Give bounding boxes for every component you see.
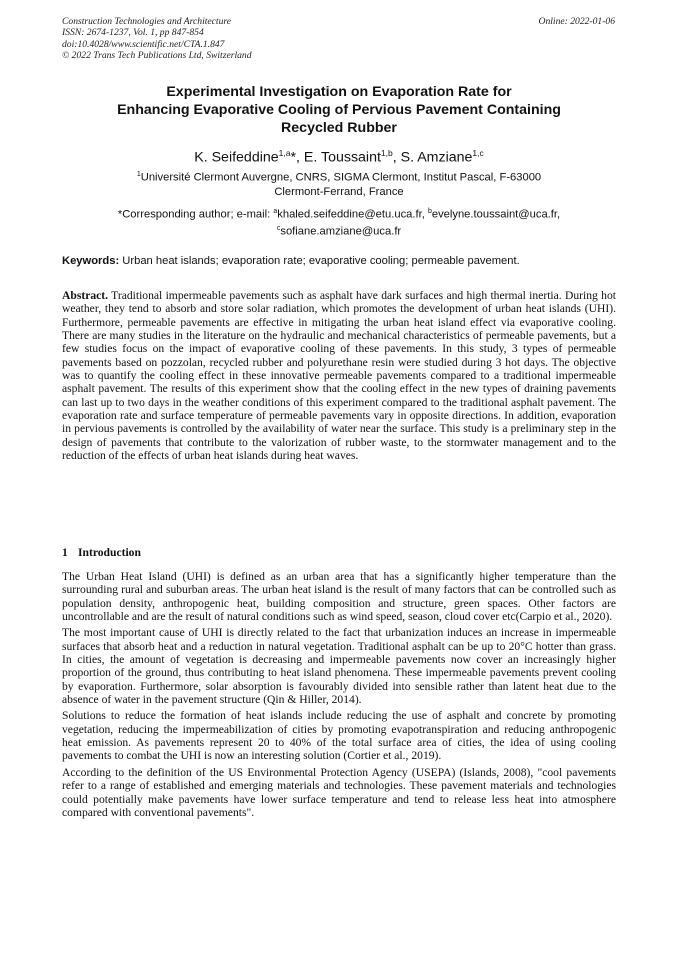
author-list bbox=[62, 144, 616, 167]
title-line-2: Enhancing Evaporative Cooling of Pervious Pavement Containing bbox=[117, 102, 561, 118]
email-c-sup: c bbox=[276, 225, 281, 233]
doi-line: doi:10.4028/www.scientific.net/CTA.1.847 bbox=[62, 38, 225, 50]
keywords-label: Keywords: bbox=[62, 255, 120, 267]
email-b[interactable]: evelyne.toussaint@uca.fr, bbox=[431, 208, 561, 221]
section-body bbox=[62, 570, 616, 822]
journal-header bbox=[62, 16, 252, 61]
abstract-label: Abstract. bbox=[62, 289, 109, 302]
abstract-text: Traditional impermeable pavements such as asphalt have dark surfaces and high thermal inertia. During hot weather, they tend to absorb and store solar radiation, which promotes the development of urban heat islands (UHI). Furthermore, permeable pavements are effective in mitigating the urban heat island effect via evaporative cooling. There are many studies in the literature on the hydraulic and mechanical characteristics of permeable pavements, but a few studies focus on the impact of evaporative cooling of these pavements. In this study, 3 types of permeable pavements based on pozzolan, recycled rubber and polyurethane resin were studied during 3 hot days. The objective was to quantify the cooling effect in these innovative permeable pavements compared to a traditional impermeable asphalt pavement. The results of this experiment show that the cooling effect in the new types of draining pavements can last up to two days in the weather conditions of this experiment compared to the traditional asphalt pavement. The evaporation rate and surface temperature of permeable pavements vary in opposite directions. In addition, evaporation in pervious pavements is controlled by the availability of water near the surface. This study is a preliminary step in the design of pavements that contribute to the valorization of rubber waste, to the stormwater management and to the reduction of the effects of urban heat islands during heat waves. bbox=[62, 289, 616, 463]
issn-line: ISSN: 2674-1237, Vol. 1, pp 847-854 bbox=[62, 27, 204, 39]
keywords bbox=[62, 254, 622, 268]
copyright-line: © 2022 Trans Tech Publications Ltd, Switzerland bbox=[62, 49, 252, 61]
affiliation-line-1: Université Clermont Auvergne, CNRS, SIGMA Clermont, Institut Pascal, F-63000 bbox=[140, 171, 542, 184]
corresponding-author bbox=[62, 205, 616, 239]
title-line-1: Experimental Investigation on Evaporation Rate for bbox=[166, 84, 512, 100]
email-b-sup: b bbox=[427, 208, 432, 215]
affiliation bbox=[62, 168, 616, 200]
email-c[interactable]: sofiane.amziane@uca.fr bbox=[280, 225, 402, 238]
paper-title bbox=[62, 83, 616, 137]
title-line-3: Recycled Rubber bbox=[281, 120, 397, 136]
author-1: K. Seifeddine bbox=[194, 149, 279, 166]
affiliation-sup: 1 bbox=[136, 171, 141, 178]
author-3-affil: 1,c bbox=[472, 148, 484, 158]
affiliation-line-2: Clermont-Ferrand, France bbox=[274, 186, 404, 199]
author-1-affil: 1,a bbox=[278, 148, 291, 158]
section-title: Introduction bbox=[78, 546, 141, 559]
email-a-sup: a bbox=[273, 208, 278, 215]
paragraph: Solutions to reduce the formation of heat islands include reducing the use of asphalt and concrete by promoting vegetation, reducing the impermeabilization of cities by promoting evapotranspiration and reducing anthropogenic heat emission. As pavements represent 20 to 40% of the total surface area of cities, the idea of using cooling pavements to combat the UHI is now an interesting solution (Cortier et al., 2019). bbox=[62, 709, 616, 763]
online-date: Online: 2022-01-06 bbox=[538, 16, 615, 27]
section-number: 1 bbox=[62, 546, 68, 559]
email-a[interactable]: khaled.seifeddine@etu.uca.fr, bbox=[277, 208, 428, 221]
author-2: E. Toussaint bbox=[303, 149, 381, 166]
author-separator: , bbox=[392, 149, 401, 166]
journal-name: Construction Technologies and Architecture bbox=[62, 16, 232, 27]
paragraph: The Urban Heat Island (UHI) is defined as an urban area that has a significantly higher temperature than the surrounding rural and suburban areas. The urban heat island is the result of many factors that can be controlled such as population density, anthropogenic heat, building composition and structure, green spaces. Other factors are uncontrollable and are the result of natural conditions such as wind speed, season, cloud cover etc(Carpio et al., 2020). bbox=[62, 570, 616, 624]
author-2-affil: 1,b bbox=[380, 148, 393, 158]
paragraph: The most important cause of UHI is directly related to the fact that urbanization induces an increase in impermeable surfaces that absorb heat and a reduction in natural vegetation. Traditional asphalt can be up to 20°C hotter than grass. In cities, the amount of vegetation is decreasing and impermeable pavements now cover an increasingly higher proportion of the ground, thus contributing to heat island phenomena. These impermeable pavements prevent cooling by evaporation. Furthermore, solar absorption is favourably divided into sensible rather than latent heat due to the absence of water in the pavement structure (Qin & Hiller, 2014). bbox=[62, 626, 616, 707]
corresponding-prefix: *Corresponding author; e-mail: bbox=[117, 208, 274, 221]
abstract bbox=[62, 289, 616, 462]
section-heading bbox=[62, 546, 141, 560]
corresponding-mark: *, bbox=[290, 149, 304, 166]
keywords-text: Urban heat islands; evaporation rate; evaporative cooling; permeable pavement. bbox=[119, 255, 520, 267]
author-3: S. Amziane bbox=[400, 149, 473, 166]
paragraph: According to the definition of the US Environmental Protection Agency (USEPA) (Islands, 2008), "cool pavements refer to a range of established and emerging materials and technologies. These pavement materials and technologies could potentially make pavements have lower surface temperature and tend to release less heat into atmosphere compared with conventional pavements". bbox=[62, 765, 616, 819]
